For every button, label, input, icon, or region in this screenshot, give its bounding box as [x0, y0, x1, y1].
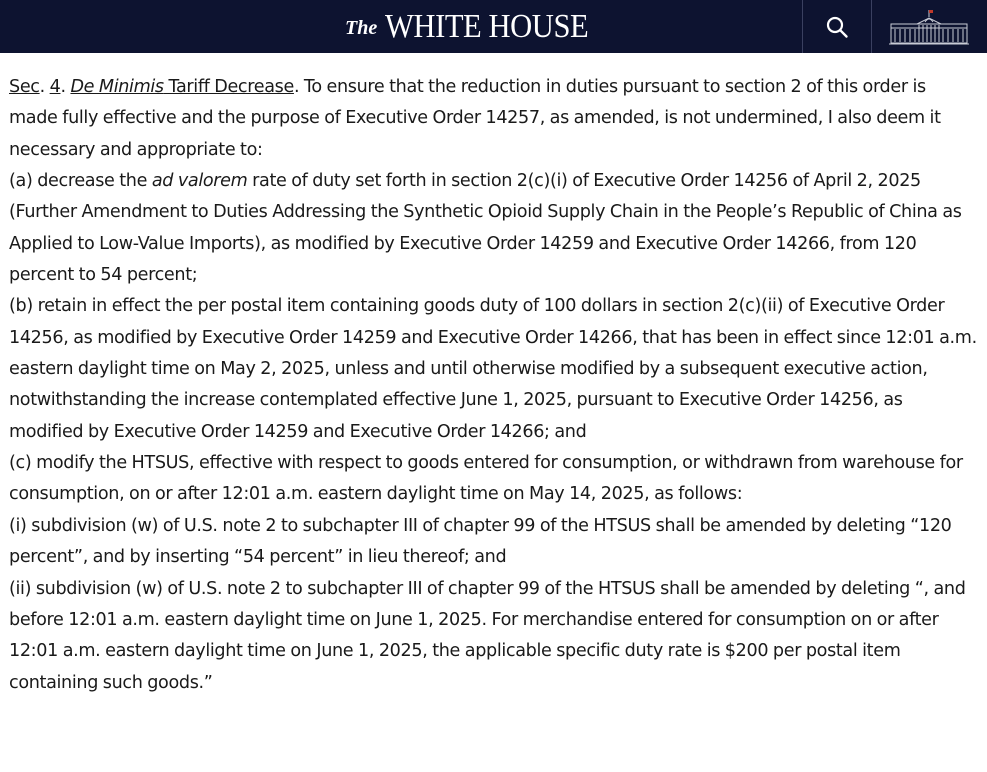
white-house-logo-button[interactable]	[871, 0, 987, 53]
site-header	[0, 0, 987, 53]
brand-name: WHITE HOUSE	[385, 7, 589, 45]
search-button[interactable]	[802, 0, 872, 53]
paragraph-a-after: rate of duty set forth in section 2(c)(i) of Executive Order 14256 of April 2, 2025 (Further Amendment to Duties Addressing the Synthetic Opioid Supply Chain in the People’s Republic of China as Applied to Low-Value Imports), as modified by Executive Order 14259 and Executive Order 14266, from 120 percent to 54 percent;	[9, 171, 962, 286]
white-house-building-icon	[889, 8, 969, 46]
section-title: Tariff Decrease	[163, 77, 294, 97]
section-title-dot: .	[293, 77, 300, 97]
paragraph-b: (b) retain in effect the per postal item containing goods duty of 100 dollars in section 2(c)(ii) of Executive Order 14256, as modified by Executive Order 14259 and Executive Order 14266, that has been in effect since 12:01 a.m. eastern daylight time on May 2, 2025, unless and until otherwise modified by a subsequent executive action, notwithstanding the increase contemplated effective June 1, 2025, pursuant to Executive Order 14256, as modified by Executive Order 14259 and Executive Order 14266; and	[9, 296, 977, 442]
section-title-italic: De Minimis	[70, 77, 164, 97]
document-body	[9, 72, 979, 699]
section-label: Sec	[9, 77, 40, 97]
paragraph-a-before: (a) decrease the	[9, 171, 152, 192]
paragraph-i: (i) subdivision (w) of U.S. note 2 to subchapter III of chapter 99 of the HTSUS shall be amended by deleting “120 percent”, and by inserting “54 percent” in lieu thereof; and	[9, 515, 952, 568]
paragraph-a	[9, 166, 979, 291]
paragraph-ii: (ii) subdivision (w) of U.S. note 2 to subchapter III of chapter 99 of the HTSUS shall be amended by deleting “, and before 12:01 a.m. eastern daylight time on June 1, 2025. For merchandise entered for consumption on or after 12:01 a.m. eastern daylight time on June 1, 2025, the applicable specific duty rate is $200 per postal item containing such goods.”	[9, 578, 966, 693]
section-dot-2: .	[60, 77, 71, 97]
section-dot: .	[39, 77, 50, 97]
section-number: 4	[49, 77, 61, 97]
brand-the: The	[345, 16, 378, 39]
paragraph-c: (c) modify the HTSUS, effective with respect to goods entered for consumption, or withdrawn from warehouse for consumption, on or after 12:01 a.m. eastern daylight time on May 14, 2025, as follows:	[9, 453, 963, 505]
search-icon	[825, 15, 849, 39]
paragraph-a-italic: ad valorem	[151, 171, 248, 192]
site-logo-link[interactable]	[345, 0, 611, 53]
section-4-intro	[9, 72, 979, 166]
section-intro-text: To ensure that the reduction in duties pursuant to section 2 of this order is made fully effective and the purpose of Executive Order 14257, as amended, is not undermined, I also deem it necessary and appropriate to:	[9, 77, 941, 160]
